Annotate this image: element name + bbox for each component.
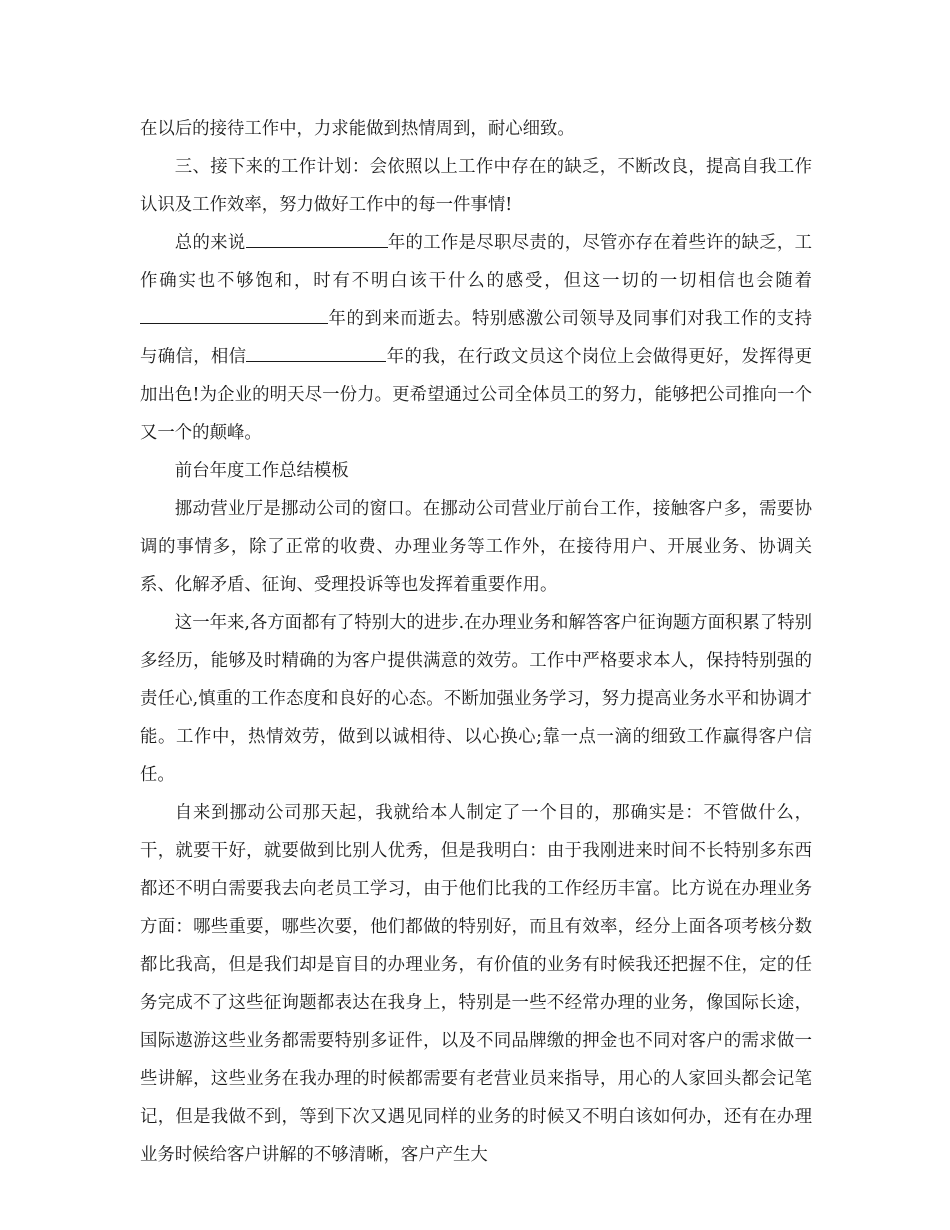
paragraph-summary <box>140 224 812 452</box>
paragraph-goals: 自来到挪动公司那天起，我就给本人制定了一个目的，那确实是：不管做什么，干，就要干好，就要做到比别人优秀，但是我明白：由于我刚进来时间不长特别多东西都还不明白需要我去向老员工学习，由于他们比我的工作经历丰富。比方说在办理业务方面：哪些重要，哪些次要，他们都做的特别好，而且有效率，经分上面各项考核分数都比我高，但是我们却是盲目的办理业务，有价值的业务有时候我还把握不住，定的任务完成不了这些征询题都表达在我身上，特别是一些不经常办理的业务，像国际长途，国际遨游这些业务都需要特别多证件，以及不同品牌缴的押金也不同对客户的需求做一些讲解，这些业务在我办理的时候都需要有老营业员来指导，用心的人家回头都会记笔记，但是我做不到，等到下次又遇见同样的业务的时候又不明白该如何办，还有在办理业务时候给客户讲解的不够清晰，客户产生大 <box>140 803 812 1165</box>
paragraph-progress: 这一年来,各方面都有了特别大的进步.在办理业务和解答客户征询题方面积累了特别多经历，能够及时精确的为客户提供满意的效劳。工作中严格要求本人，保持特别强的责任心,慎重的工作态度和良好的心态。不断加强业务学习，努力提高业务水平和协调才能。工作中，热情效劳，做到以诚相待、以心换心;靠一点一滴的细致工作赢得客户信任。 <box>140 613 812 785</box>
year-blank-2 <box>140 301 328 324</box>
year-blank-3 <box>246 339 386 362</box>
document-body <box>140 110 812 1174</box>
summary-text-4: 年的我，在行政文员这个岗位上会做得更好，发挥得更加出色!为企业的明天尽一份力。更希望通过公司全体员工的努力，能够把公司推向一个又一个的颠峰。 <box>140 347 812 443</box>
section-heading: 前台年度工作总结模板 <box>174 461 349 481</box>
summary-text-2: 年的工作是尽职尽责的，尽管亦存在着些许的缺乏，工作确实也不够饱和，时有不明白该干什么的感受，但这一切的一切相信也会随着 <box>140 233 812 291</box>
summary-text-1: 总的来说 <box>174 233 246 253</box>
year-blank-1 <box>246 225 388 248</box>
paragraph-hall-intro: 挪动营业厅是挪动公司的窗口。在挪动公司营业厅前台工作，接触客户多，需要协调的事情多，除了正常的收费、办理业务等工作外，在接待用户、开展业务、协调关系、化解矛盾、征询、受理投诉等也发挥着重要作用。 <box>140 499 812 595</box>
paragraph-work-plan: 三、接下来的工作计划：会依照以上工作中存在的缺乏，不断改良，提高自我工作认识及工作效率，努力做好工作中的每一件事情! <box>140 157 812 215</box>
summary-text-3: 年的到来而逝去。特别感激公司领导及同事们对我工作的支持与确信，相信 <box>140 309 812 367</box>
paragraph-reception-continuation: 在以后的接待工作中，力求能做到热情周到，耐心细致。 <box>140 119 575 139</box>
